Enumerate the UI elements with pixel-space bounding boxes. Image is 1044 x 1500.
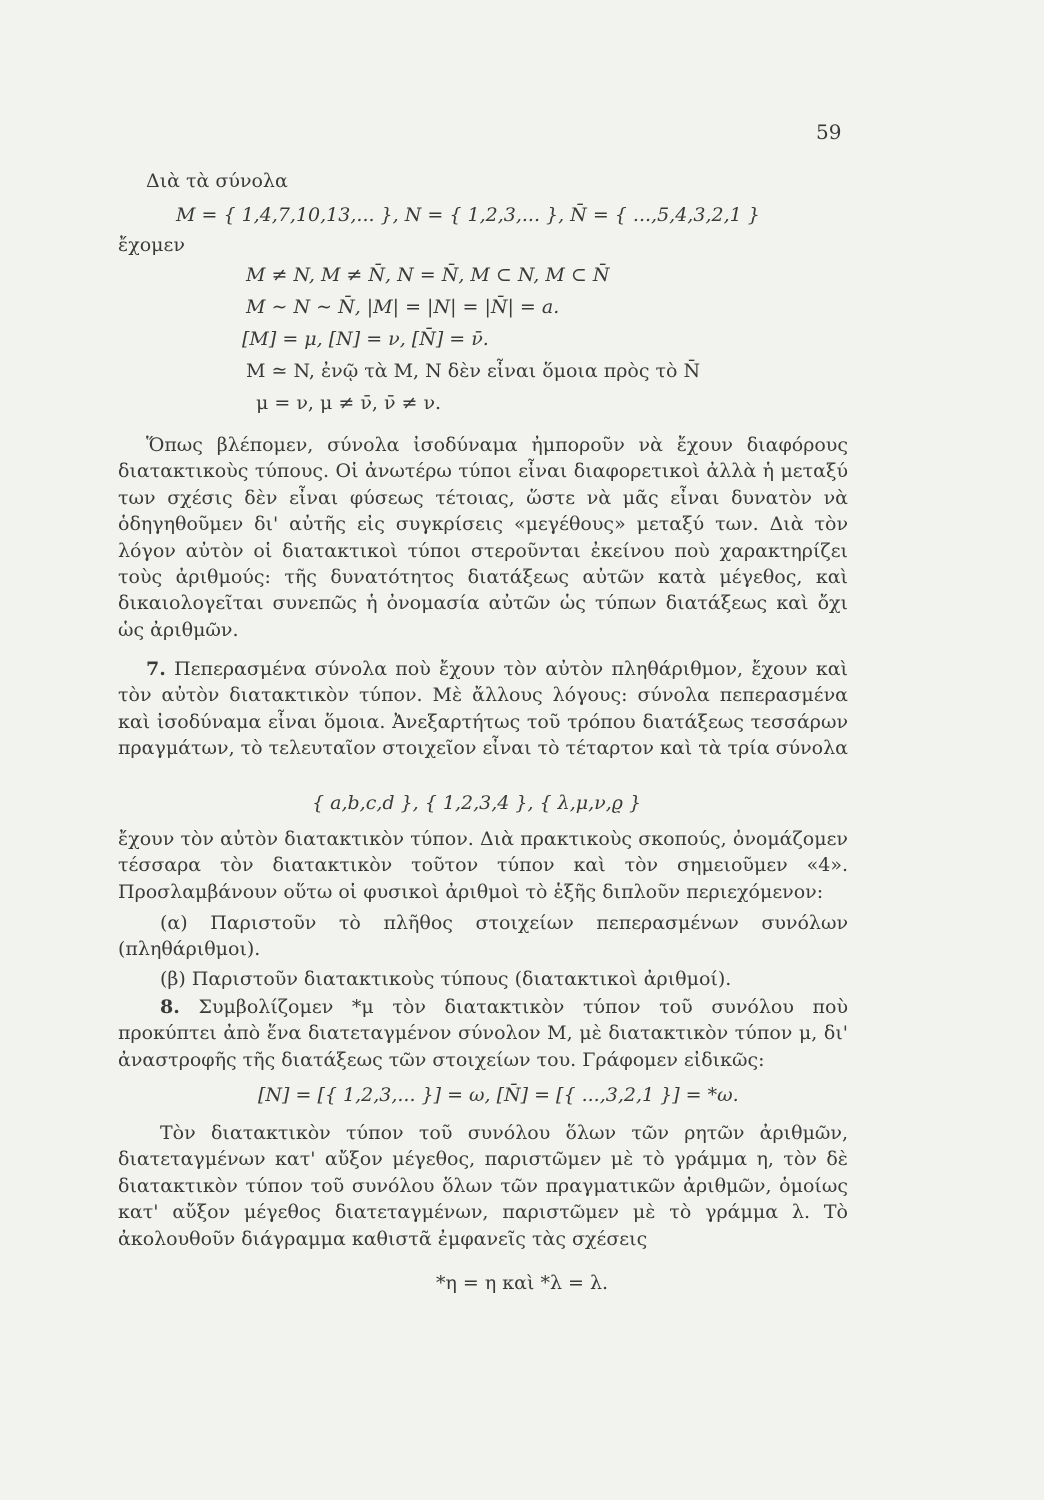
section-7-text: Πεπερασμένα σύνολα ποὺ ἔχουν τὸν αὐτὸν πληθάριθμον, ἔχουν καὶ τὸν αὐτὸν διατακτικὸν τύπον. Μὲ ἄλλους λόγους: σύνολα πεπερασμένα καὶ ἰσοδύναμα εἶναι ὅμοια. Ἀνεξαρτήτως τοῦ τρόπου διατάξεως τεσσάρων πραγμάτων, τὸ τελευταῖον στοιχεῖον εἶναι τὸ τέταρτον καὶ τὰ τρία σύνολα bbox=[118, 658, 848, 760]
section-7-label: 7. bbox=[146, 658, 166, 680]
echomen-line: ἔχομεν bbox=[118, 234, 185, 256]
item-b: (β) Παριστοῦν διατακτικοὺς τύπους (διατακτικοὶ ἀριθμοί). bbox=[160, 968, 732, 990]
relation-line-1: M ≠ N, M ≠ N̄, N = N̄, M ⊂ N, M ⊂ N̄ bbox=[246, 264, 610, 286]
section-8 bbox=[118, 994, 848, 1073]
section-7 bbox=[118, 656, 848, 762]
relation-line-3: [M] = μ, [N] = ν, [N̄] = ν̄. bbox=[242, 328, 489, 350]
paragraph-ordinal-types: Ὅπως βλέπομεν, σύνολα ἰσοδύναμα ἠμποροῦν νὰ ἔχουν διαφόρους διατακτικοὺς τύπους. Οἱ ἀνωτέρω τύποι εἶναι διαφορετικοὶ ἀλλὰ ἡ μεταξύ των σχέσις δὲν εἶναι φύσεως τέτοιας, ὥστε νὰ μᾶς εἶναι δυνατὸν νὰ ὁδηγηθοῦμεν δι' αὐτῆς εἰς συγκρίσεις «μεγέθους» μεταξύ των. Διὰ τὸν λόγον αὐτὸν οἱ διατακτικοὶ τύποι στεροῦνται ἐκείνου ποὺ χαρακτηρίζει τοὺς ἀριθμούς: τῆς δυνατότητος διατάξεως αὐτῶν κατὰ μέγεθος, καὶ δικαιολογεῖται συνεπῶς ἡ ὀνομασία αὐτῶν ὡς τύπων διατάξεως καὶ ὄχι ὡς ἀριθμῶν. bbox=[118, 434, 848, 641]
formula-omega: [N] = [{ 1,2,3,... }] = ω, [N̄] = [{ ...,3,2,1 }] = *ω. bbox=[258, 1084, 739, 1106]
page-number: 59 bbox=[816, 120, 842, 144]
item-a: (α) Παριστοῦν τὸ πλῆθος στοιχείων πεπερασμένων συνόλων (πληθάριθμοι). bbox=[118, 912, 848, 961]
paragraph-four: ἔχουν τὸν αὐτὸν διατακτικὸν τύπον. Διὰ πρακτικοὺς σκοπούς, ὀνομάζομεν τέσσαρα τὸν διατακτικὸν τοῦτον τύπον καὶ τὸν σημειοῦμεν «4». Προσλαμβάνουν οὕτω οἱ φυσικοὶ ἀριθμοὶ τὸ ἑξῆς διπλοῦν περιεχόμενον: bbox=[118, 828, 848, 903]
intro-line: Διὰ τὰ σύνολα bbox=[146, 170, 288, 192]
relation-line-4: M ≃ N, ἐνῷ τὰ M, N δὲν εἶναι ὅμοια πρὸς τὸ N̄ bbox=[246, 360, 701, 382]
example-sets: { a,b,c,d }, { 1,2,3,4 }, { λ,μ,ν,ϱ } bbox=[312, 792, 642, 814]
sets-definition: M = { 1,4,7,10,13,... }, N = { 1,2,3,... }, N̄ = { ...,5,4,3,2,1 } bbox=[176, 204, 760, 226]
relation-line-5: μ = ν, μ ≠ ν̄, ν̄ ≠ ν. bbox=[256, 392, 442, 414]
relation-line-2: M ∼ N ∼ N̄, |M| = |N| = |N̄| = a. bbox=[246, 296, 560, 318]
section-8-label: 8. bbox=[160, 996, 180, 1018]
paragraph-eta-lambda: Τὸν διατακτικὸν τύπον τοῦ συνόλου ὅλων τῶν ρητῶν ἀριθμῶν, διατεταγμένων κατ' αὔξον μέγεθος, παριστῶμεν μὲ τὸ γράμμα η, τὸν δὲ διατακτικὸν τύπον τοῦ συνόλου ὅλων τῶν πραγματικῶν ἀριθμῶν, ὁμοίως κατ' αὔξον μέγεθος διατεταγμένων, παριστῶμεν μὲ τὸ γράμμα λ. Τὸ ἀκολουθοῦν διάγραμμα καθιστᾶ ἐμφανεῖς τὰς σχέσεις bbox=[118, 1122, 848, 1250]
final-formula: *η = η καὶ *λ = λ. bbox=[435, 1272, 609, 1294]
section-8-text: Συμβολίζομεν *μ τὸν διατακτικὸν τύπον τοῦ συνόλου ποὺ προκύπτει ἀπὸ ἕνα διατεταγμένον σύνολον M, μὲ διατακτικὸν τύπον μ, δι' ἀναστροφῆς τῆς διατάξεως τῶν στοιχείων του. Γράφομεν εἰδικῶς: bbox=[118, 996, 849, 1071]
